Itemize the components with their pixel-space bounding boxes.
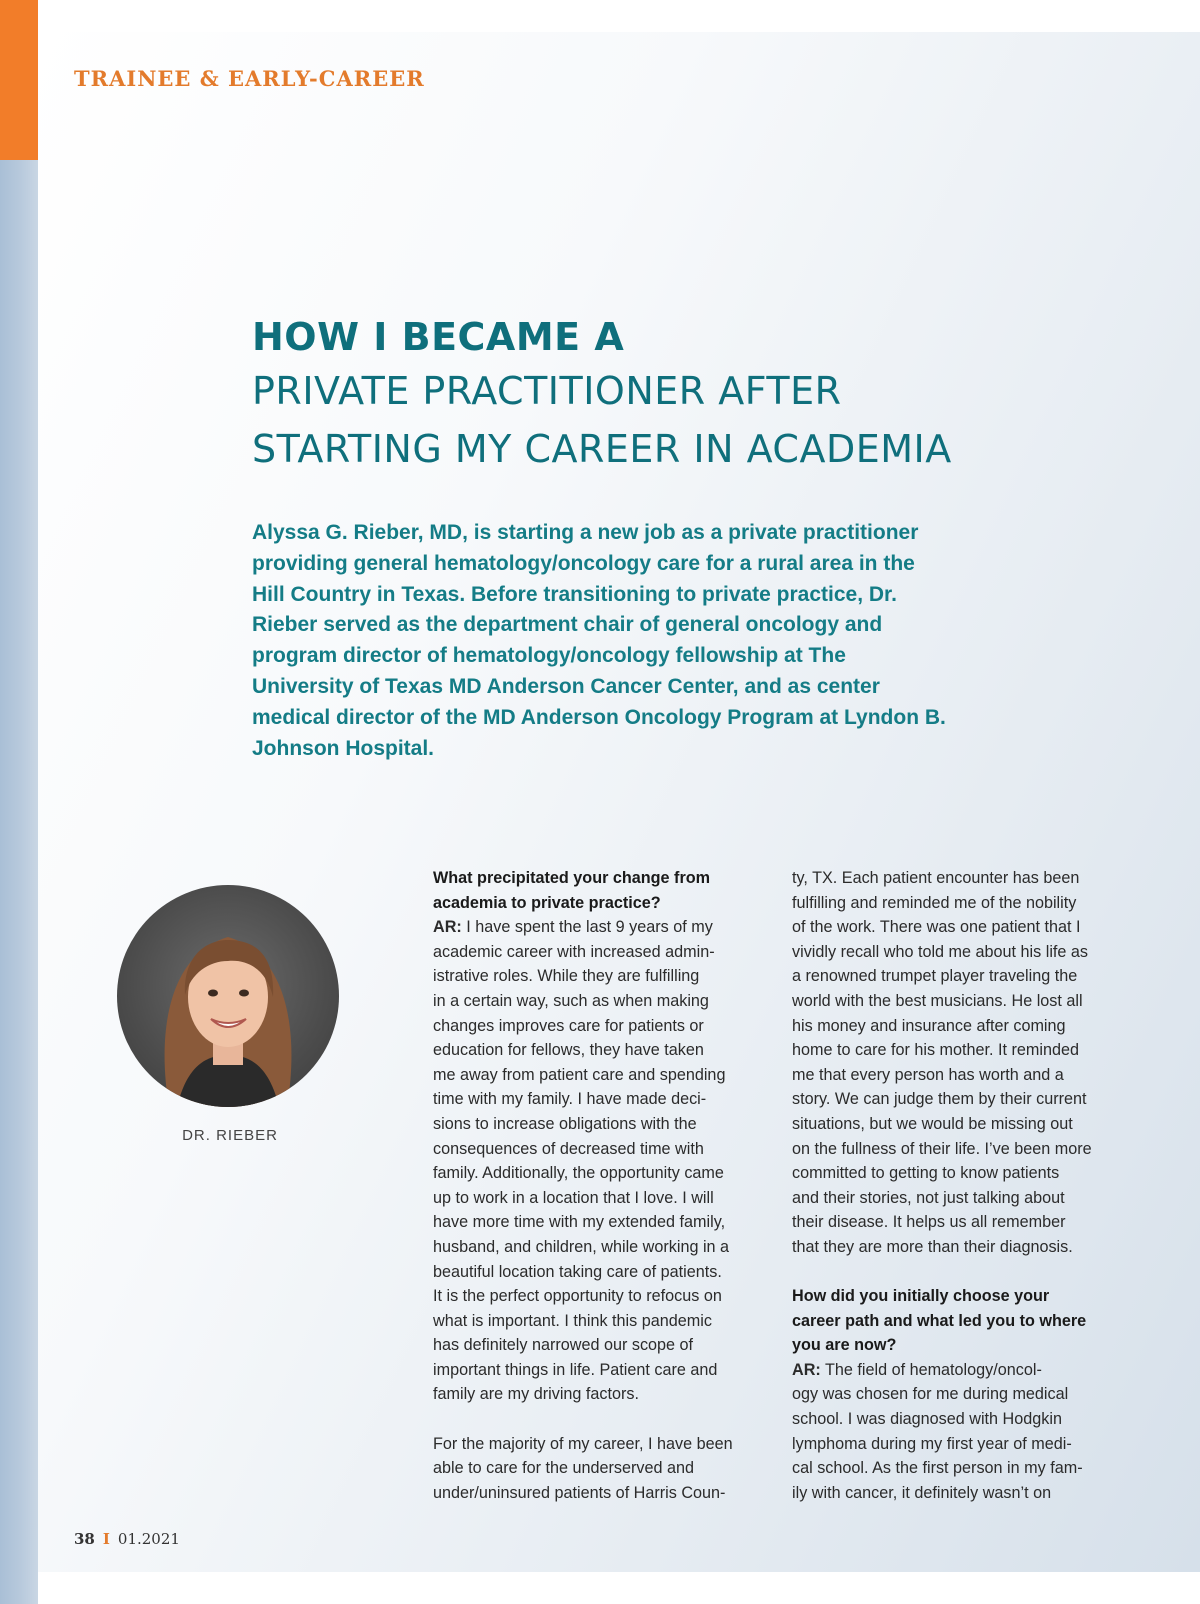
answer-line: in a certain way, such as when making	[433, 991, 709, 1010]
article-title	[252, 312, 1152, 478]
answer-line: has definitely narrowed our scope of	[433, 1336, 694, 1355]
question-2-line: career path and what led you to where	[792, 1311, 1087, 1330]
bottom-margin	[38, 1572, 1200, 1604]
answer-line: important things in life. Patient care and	[433, 1360, 718, 1379]
paragraph-line: able to care for the underserved and	[433, 1459, 694, 1478]
question-2-line: How did you initially choose your	[792, 1287, 1050, 1306]
paragraph-line: me that every person has worth and a	[792, 1065, 1064, 1084]
article-column-1	[433, 866, 768, 1505]
paragraph-line: world with the best musicians. He lost all	[792, 991, 1083, 1010]
answer-line: academic career with increased admin-	[433, 942, 715, 961]
paragraph-line: under/uninsured patients of Harris Coun-	[433, 1483, 726, 1502]
answer-line: ogy was chosen for me during medical	[792, 1385, 1069, 1404]
footer-separator: I	[102, 1530, 110, 1548]
answer-line: me away from patient care and spending	[433, 1065, 726, 1084]
answer-line: education for fellows, they have taken	[433, 1041, 704, 1060]
ar-label: AR:	[433, 918, 462, 937]
paragraph-line: home to care for his mother. It reminded	[792, 1041, 1080, 1060]
answer-line: husband, and children, while working in a	[433, 1237, 730, 1256]
answer-line: istrative roles. While they are fulfilling	[433, 967, 700, 986]
section-label: TRAINEE & EARLY-CAREER	[74, 66, 425, 91]
title-line-3: STARTING MY CAREER IN ACADEMIA	[252, 427, 952, 471]
question-1-line-2: academia to private practice?	[433, 893, 661, 912]
question-2-line: you are now?	[792, 1336, 897, 1355]
paragraph-line: and their stories, not just talking about	[792, 1188, 1065, 1207]
title-line-1: HOW I BECAME A	[252, 315, 625, 359]
paragraph-line: fulfilling and reminded me of the nobility	[792, 893, 1077, 912]
ar-label: AR:	[792, 1360, 821, 1379]
paragraph-line: situations, but we would be missing out	[792, 1114, 1073, 1133]
answer-line: school. I was diagnosed with Hodgkin	[792, 1410, 1062, 1429]
answer-line: family. Additionally, the opportunity came	[433, 1164, 724, 1183]
portrait-photo	[117, 885, 339, 1107]
answer-2-text: The field of hematology/oncol-	[820, 1360, 1042, 1379]
title-line-2: PRIVATE PRACTITIONER AFTER	[252, 369, 842, 413]
paragraph-line: of the work. There was one patient that I	[792, 918, 1081, 937]
paragraph-line: on the fullness of their life. I’ve been more	[792, 1139, 1092, 1158]
portrait-illustration	[117, 885, 339, 1107]
photo-caption: DR. RIEBER	[182, 1127, 278, 1144]
paragraph-line: story. We can judge them by their current	[792, 1090, 1087, 1109]
answer-line: consequences of decreased time with	[433, 1139, 704, 1158]
paragraph-line: their disease. It helps us all remember	[792, 1213, 1066, 1232]
question-1-line-1: What precipitated your change from	[433, 869, 711, 887]
answer-line: time with my family. I have made deci-	[433, 1090, 707, 1109]
answer-line: beautiful location taking care of patients.	[433, 1262, 722, 1281]
answer-line: cal school. As the first person in my fam-	[792, 1459, 1083, 1478]
paragraph-gap	[792, 1260, 1127, 1285]
answer-line: ily with cancer, it definitely wasn’t on	[792, 1483, 1052, 1502]
article-column-2	[792, 866, 1127, 1505]
page-footer	[74, 1530, 180, 1548]
paragraph-line: that they are more than their diagnosis.	[792, 1237, 1073, 1256]
answer-line: family are my driving factors.	[433, 1385, 639, 1404]
answer-line: have more time with my extended family,	[433, 1213, 726, 1232]
answer-line: It is the perfect opportunity to refocus on	[433, 1287, 722, 1306]
answer-1-line-1	[433, 915, 768, 940]
section-color-tab	[0, 0, 38, 160]
answer-line: changes improves care for patients or	[433, 1016, 704, 1035]
paragraph-line: For the majority of my career, I have been	[433, 1434, 733, 1453]
answer-line: lymphoma during my first year of medi-	[792, 1434, 1072, 1453]
paragraph-line: committed to getting to know patients	[792, 1164, 1060, 1183]
answer-line: what is important. I think this pandemic	[433, 1311, 712, 1330]
issue-date: 01.2021	[117, 1530, 180, 1548]
paragraph-gap	[433, 1407, 768, 1432]
answer-2-line-1	[792, 1358, 1127, 1383]
answer-line: sions to increase obligations with the	[433, 1114, 697, 1133]
paragraph-line: vividly recall who told me about his life as	[792, 942, 1089, 961]
answer-1-text: I have spent the last 9 years of my	[461, 918, 713, 937]
paragraph-line: a renowned trumpet player traveling the	[792, 967, 1078, 986]
paragraph-line: ty, TX. Each patient encounter has been	[792, 869, 1080, 887]
answer-line: up to work in a location that I love. I will	[433, 1188, 714, 1207]
page-number: 38	[74, 1530, 95, 1548]
article-intro: Alyssa G. Rieber, MD, is starting a new job as a private practitioner providing general hematology/oncology care for a rural area in the Hill Country in Texas. Before transitioning to private practice, Dr. Rieber served as the department chair of general oncology and program director of hematology/oncology fellowship at The University of Texas MD Anderson Cancer Center, and as center medical director of the MD Anderson Oncology Program at Lyndon B. Johnson Hospital.	[252, 521, 946, 760]
paragraph-line: his money and insurance after coming	[792, 1016, 1066, 1035]
